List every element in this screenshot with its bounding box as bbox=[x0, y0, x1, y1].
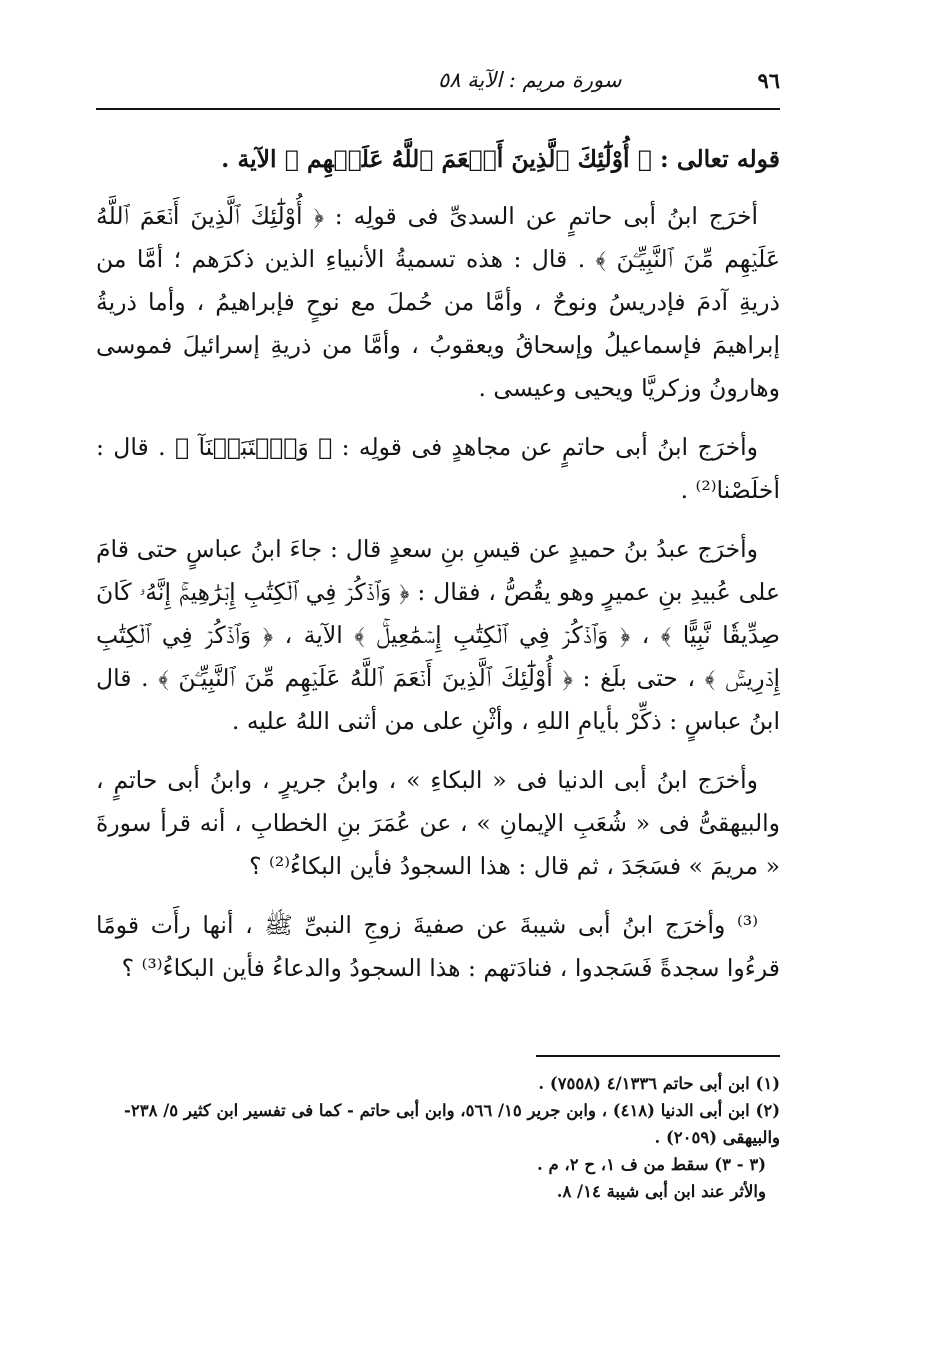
footnote-3: (٣ - ٣) سقط من ف ١، ح ٢، م . bbox=[536, 1155, 766, 1174]
footnote-3-continued: والأثر عند ابن أبى شيبة ١٤/ ٨. bbox=[556, 1182, 766, 1201]
paragraph-4: وأخرَج ابنُ أبى الدنيا فى « البكاءِ » ، وابنُ جريرٍ ، وابنُ أبى حاتمٍ ، والبيهقىُّ فى « شُعَبِ الإيمانِ » ، عن عُمَرَ بنِ الخطابِ ، أنه قرأ سورةَ « مريمَ » فسَجَدَ ، ثم قال : هذا السجودُ فأين البكاءُ⁽²⁾ ؟ bbox=[96, 766, 780, 880]
paragraph-5: ⁽³⁾ وأخرَج ابنُ أبى شيبةَ عن صفيةَ زوجِ النبىِّ ﷺ ، أنها رأَت قومًا قرءُوا سجدةً فَسَجدوا ، فنادَتهم : هذا السجودُ والدعاءُ فأين البكاءُ⁽³⁾ ؟ bbox=[96, 911, 780, 982]
page-number: ٩٦ bbox=[757, 67, 780, 93]
footnote-2: (٢) ابن أبى الدنيا (٤١٨) ، وابن جرير ١٥/ ٥٦٦، وابن أبى حاتم - كما فى تفسير ابن كثير ٥/ ٢٣٨- والبيهقى (٢٠٥٩) . bbox=[124, 1101, 780, 1147]
footnote-rule bbox=[536, 1055, 780, 1057]
paragraph-1: أخرَج ابنُ أبى حاتمٍ عن السدىِّ فى قولِه : ﴿ أُوْلَٰٓئِكَ ٱلَّذِينَ أَنۡعَمَ ٱللَّهُ عَلَيۡهِم مِّنَ ٱلنَّبِيِّـۧنَ ﴾ . قال : هذه تسميةُ الأنبياءِ الذين ذكرَهم ؛ أمَّا من ذريةِ آدمَ فإدريسُ ونوحٌ ، وأمَّا من حُملَ مع نوحٍ فإبراهيمُ ، وأما ذريةُ إبراهيمَ فإسماعيلُ وإسحاقُ ويعقوبُ ، وأمَّا من ذريةِ إسرائيلَ فموسى وهارونُ وزكريَّا ويحيى وعيسى . bbox=[96, 202, 780, 402]
paragraph-3: وأخرَج عبدُ بنُ حميدٍ عن قيسِ بنِ سعدٍ قال : جاءَ ابنُ عباسٍ حتى قامَ على عُبيدِ بنِ عميرٍ وهو يقُصُّ ، فقال : ﴿ وَٱذۡكُرۡ فِي ٱلۡكِتَٰبِ إِبۡرَٰهِيمَۚ إِنَّهُۥ كَانَ صِدِّيقٗا نَّبِيًّا ﴾ ، ﴿ وَٱذۡكُرۡ فِي ٱلۡكِتَٰبِ إِسۡمَٰعِيلَۚ ﴾ الآية ، ﴿ وَٱذۡكُرۡ فِي ٱلۡكِتَٰبِ إِدۡرِيسَۚ ﴾ ، حتى بلَغ : ﴿ أُوْلَٰٓئِكَ ٱلَّذِينَ أَنۡعَمَ ٱللَّهُ عَلَيۡهِم مِّنَ ٱلنَّبِيِّـۧنَ ﴾ . قال ابنُ عباسٍ : ذكِّرْ بأيامِ اللهِ ، وأثْنِ على من أثنى اللهُ عليه . bbox=[96, 535, 780, 735]
main-text bbox=[96, 138, 780, 990]
verse-heading: قوله تعالى : ﴿ أُوْلَٰٓئِكَ ٱلَّذِينَ أَنۡعَمَ ٱللَّهُ عَلَيۡهِم ﴾ الآية . bbox=[221, 145, 780, 173]
page-header bbox=[96, 64, 780, 96]
running-title: سورة مريم : الآية ٥٨ bbox=[437, 68, 622, 92]
footnote-1: (١) ابن أبى حاتم ٤/١٣٣٦ (٧٥٥٨) . bbox=[538, 1074, 780, 1093]
footnotes bbox=[96, 1070, 780, 1205]
paragraph-2: وأخرَج ابنُ أبى حاتمٍ عن مجاهدٍ فى قولِه : ﴿ وَٱجۡتَبَيۡنَآ ﴾ . قال : أخلَصْنا⁽²⁾ . bbox=[96, 433, 780, 504]
header-rule bbox=[96, 108, 780, 110]
